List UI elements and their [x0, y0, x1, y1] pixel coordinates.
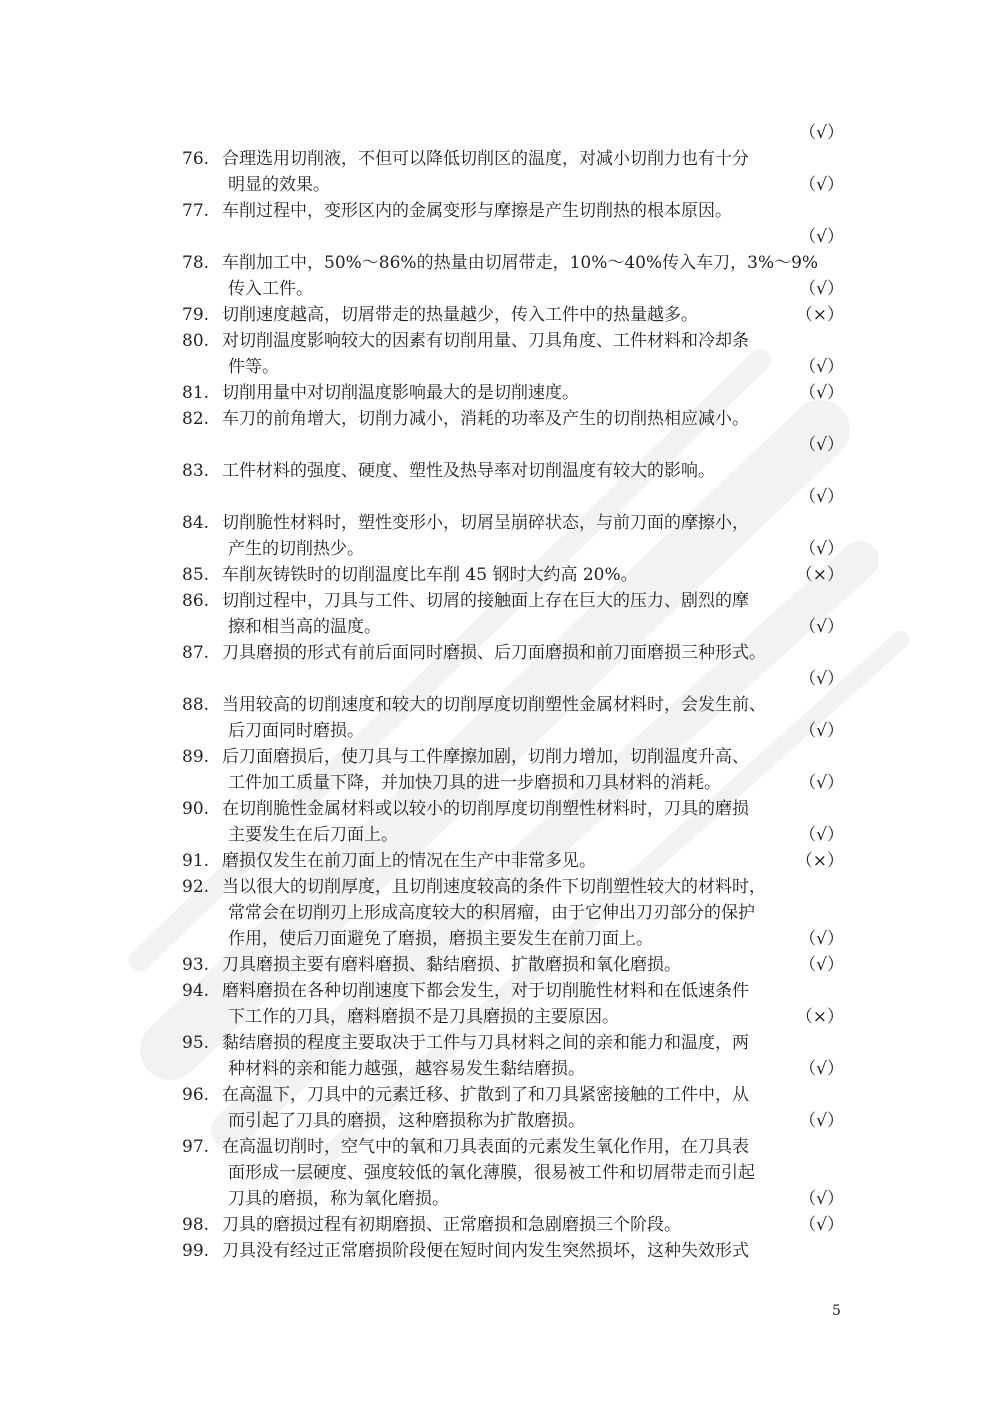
question-number: 82.: [182, 409, 210, 429]
answer-mark: （√）: [799, 1111, 844, 1131]
question-line: [182, 120, 844, 146]
question-line: [182, 718, 844, 744]
question-line: [182, 1134, 844, 1160]
question-text: 对切削温度影响较大的因素有切削用量、刀具角度、工件材料和冷却条: [222, 331, 749, 351]
question-text: 切削速度越高，切屑带走的热量越少，传入工件中的热量越多。: [222, 305, 698, 325]
answer-mark: （×）: [795, 305, 844, 325]
question-line: [182, 146, 844, 172]
question-number: 76.: [182, 149, 210, 169]
question-line: [182, 458, 844, 484]
question-text: 黏结磨损的程度主要取决于工件与刀具材料之间的亲和能力和温度，两: [222, 1033, 749, 1053]
question-item: [182, 588, 844, 640]
answer-mark: （√）: [799, 487, 844, 507]
question-number: 99.: [182, 1241, 210, 1261]
question-number: 79.: [182, 305, 210, 325]
answer-mark: （√）: [799, 279, 844, 299]
question-line: [182, 1082, 844, 1108]
question-text: 产生的切削热少。: [228, 539, 364, 559]
question-line: [182, 510, 844, 536]
question-text: 车刀的前角增大，切削力减小，消耗的功率及产生的切削热相应减小。: [222, 409, 749, 429]
question-item: [182, 848, 844, 874]
question-line: [182, 380, 844, 406]
question-item: [182, 744, 844, 796]
question-text: 工件加工质量下降，并加快刀具的进一步磨损和刀具材料的消耗。: [228, 773, 721, 793]
question-number: 88.: [182, 695, 210, 715]
question-item: [182, 562, 844, 588]
answer-mark: （√）: [799, 955, 844, 975]
answer-mark: （×）: [795, 851, 844, 871]
question-item: [182, 874, 844, 952]
question-number: 87.: [182, 643, 210, 663]
question-line: [182, 172, 844, 198]
question-number: 80.: [182, 331, 210, 351]
answer-mark: （√）: [799, 773, 844, 793]
question-item: [182, 510, 844, 562]
question-number: 90.: [182, 799, 210, 819]
question-text: 下工作的刀具，磨料磨损不是刀具磨损的主要原因。: [228, 1007, 619, 1027]
question-line: [182, 1186, 844, 1212]
answer-mark: （√）: [799, 123, 844, 143]
answer-mark: （√）: [799, 539, 844, 559]
question-text: 种材料的亲和能力越强，越容易发生黏结磨损。: [228, 1059, 585, 1079]
question-item: [182, 1082, 844, 1134]
question-line: [182, 302, 844, 328]
question-text: 主要发生在后刀面上。: [228, 825, 398, 845]
question-line: [182, 1238, 844, 1264]
question-line: [182, 562, 844, 588]
answer-mark: （√）: [799, 669, 844, 689]
answer-mark: （√）: [799, 1189, 844, 1209]
question-text: 面形成一层硬度、强度较低的氧化薄膜，很易被工件和切屑带走而引起: [228, 1163, 755, 1183]
question-item: [182, 198, 844, 250]
question-line: [182, 224, 844, 250]
question-item: [182, 1030, 844, 1082]
question-text: 切削过程中，刀具与工件、切屑的接触面上存在巨大的压力、剧烈的摩: [222, 591, 749, 611]
answer-mark: （√）: [799, 721, 844, 741]
answer-mark: （√）: [799, 227, 844, 247]
question-text: 磨损仅发生在前刀面上的情况在生产中非常多见。: [222, 851, 596, 871]
question-line: [182, 1004, 844, 1030]
question-text: 切削用量中对切削温度影响最大的是切削速度。: [222, 383, 579, 403]
question-line: [182, 1108, 844, 1134]
answer-mark: （×）: [795, 565, 844, 585]
question-line: [182, 822, 844, 848]
question-line: [182, 536, 844, 562]
question-number: 84.: [182, 513, 210, 533]
question-text: 车削灰铸铁时的切削温度比车削 45 钢时大约高 20%。: [222, 565, 638, 585]
question-line: [182, 900, 844, 926]
question-line: [182, 692, 844, 718]
question-item: [182, 328, 844, 380]
question-line: [182, 328, 844, 354]
question-line: [182, 952, 844, 978]
question-number: 96.: [182, 1085, 210, 1105]
question-number: 92.: [182, 877, 210, 897]
page-number: 5: [832, 1303, 841, 1319]
answer-mark: （√）: [799, 175, 844, 195]
question-text: 而引起了刀具的磨损，这种磨损称为扩散磨损。: [228, 1111, 585, 1131]
question-line: [182, 978, 844, 1004]
question-item: [182, 380, 844, 406]
question-number: 83.: [182, 461, 210, 481]
question-item: [182, 458, 844, 510]
question-number: 85.: [182, 565, 210, 585]
question-number: 89.: [182, 747, 210, 767]
question-text: 工件材料的强度、硬度、塑性及热导率对切削温度有较大的影响。: [222, 461, 715, 481]
question-line: [182, 1030, 844, 1056]
answer-mark: （×）: [795, 1007, 844, 1027]
question-text: 在高温下，刀具中的元素迁移、扩散到了和刀具紧密接触的工件中，从: [222, 1085, 749, 1105]
question-text: 合理选用切削液，不但可以降低切削区的温度，对减小切削力也有十分: [222, 149, 749, 169]
question-item: [182, 1212, 844, 1238]
question-text: 在切削脆性金属材料或以较小的切削厚度切削塑性材料时，刀具的磨损: [222, 799, 749, 819]
question-line: [182, 666, 844, 692]
answer-carryover: [182, 120, 844, 146]
question-line: [182, 744, 844, 770]
question-number: 77.: [182, 201, 210, 221]
question-item: [182, 1134, 844, 1212]
question-item: [182, 640, 844, 692]
question-line: [182, 250, 844, 276]
question-text: 件等。: [228, 357, 279, 377]
question-number: 95.: [182, 1033, 210, 1053]
question-text: 常常会在切削刃上形成高度较大的积屑瘤，由于它伸出刀刃部分的保护: [228, 903, 755, 923]
question-text: 刀具的磨损过程有初期磨损、正常磨损和急剧磨损三个阶段。: [222, 1215, 681, 1235]
answer-mark: （√）: [799, 617, 844, 637]
question-item: [182, 796, 844, 848]
question-text: 刀具没有经过正常磨损阶段便在短时间内发生突然损坏，这种失效形式: [222, 1241, 749, 1261]
question-item: [182, 978, 844, 1030]
answer-mark: （√）: [799, 1059, 844, 1079]
question-text: 后刀面同时磨损。: [228, 721, 364, 741]
question-text: 刀具的磨损，称为氧化磨损。: [228, 1189, 449, 1209]
question-item: [182, 250, 844, 302]
question-text: 在高温切削时，空气中的氧和刀具表面的元素发生氧化作用，在刀具表: [222, 1137, 749, 1157]
question-line: [182, 1160, 844, 1186]
question-line: [182, 276, 844, 302]
question-text: 当用较高的切削速度和较大的切削厚度切削塑性金属材料时，会发生前、: [222, 695, 766, 715]
question-text: 刀具磨损的形式有前后面同时磨损、后刀面磨损和前刀面磨损三种形式。: [222, 643, 766, 663]
question-text: 明显的效果。: [228, 175, 330, 195]
question-number: 78.: [182, 253, 210, 273]
question-line: [182, 354, 844, 380]
question-number: 97.: [182, 1137, 210, 1157]
question-line: [182, 926, 844, 952]
question-line: [182, 796, 844, 822]
answer-mark: （√）: [799, 383, 844, 403]
question-text: 传入工件。: [228, 279, 313, 299]
question-number: 93.: [182, 955, 210, 975]
question-text: 刀具磨损主要有磨料磨损、黏结磨损、扩散磨损和氧化磨损。: [222, 955, 681, 975]
question-text: 擦和相当高的温度。: [228, 617, 381, 637]
question-item: [182, 1238, 844, 1264]
question-text: 当以很大的切削厚度，且切削速度较高的条件下切削塑性较大的材料时，: [222, 877, 766, 897]
question-list: [182, 120, 844, 1264]
question-line: [182, 614, 844, 640]
question-line: [182, 432, 844, 458]
question-line: [182, 484, 844, 510]
question-line: [182, 848, 844, 874]
question-text: 作用，使后刀面避免了磨损，磨损主要发生在前刀面上。: [228, 929, 653, 949]
question-number: 98.: [182, 1215, 210, 1235]
answer-mark: （√）: [799, 929, 844, 949]
question-text: 后刀面磨损后，使刀具与工件摩擦加剧，切削力增加，切削温度升高、: [222, 747, 749, 767]
question-item: [182, 952, 844, 978]
question-item: [182, 692, 844, 744]
question-text: 磨料磨损在各种切削速度下都会发生，对于切削脆性材料和在低速条件: [222, 981, 749, 1001]
question-number: 91.: [182, 851, 210, 871]
answer-mark: （√）: [799, 357, 844, 377]
question-text: 车削过程中，变形区内的金属变形与摩擦是产生切削热的根本原因。: [222, 201, 732, 221]
question-line: [182, 874, 844, 900]
question-number: 86.: [182, 591, 210, 611]
question-item: [182, 146, 844, 198]
question-line: [182, 588, 844, 614]
question-number: 81.: [182, 383, 210, 403]
question-line: [182, 770, 844, 796]
question-line: [182, 1212, 844, 1238]
question-line: [182, 640, 844, 666]
answer-mark: （√）: [799, 1215, 844, 1235]
question-item: [182, 406, 844, 458]
question-text: 车削加工中，50%～86%的热量由切屑带走，10%～40%传入车刀，3%～9%: [222, 253, 819, 273]
answer-mark: （√）: [799, 435, 844, 455]
question-line: [182, 406, 844, 432]
answer-mark: （√）: [799, 825, 844, 845]
question-line: [182, 198, 844, 224]
question-number: 94.: [182, 981, 210, 1001]
question-text: 切削脆性材料时，塑性变形小，切屑呈崩碎状态，与前刀面的摩擦小，: [222, 513, 749, 533]
question-line: [182, 1056, 844, 1082]
question-item: [182, 302, 844, 328]
